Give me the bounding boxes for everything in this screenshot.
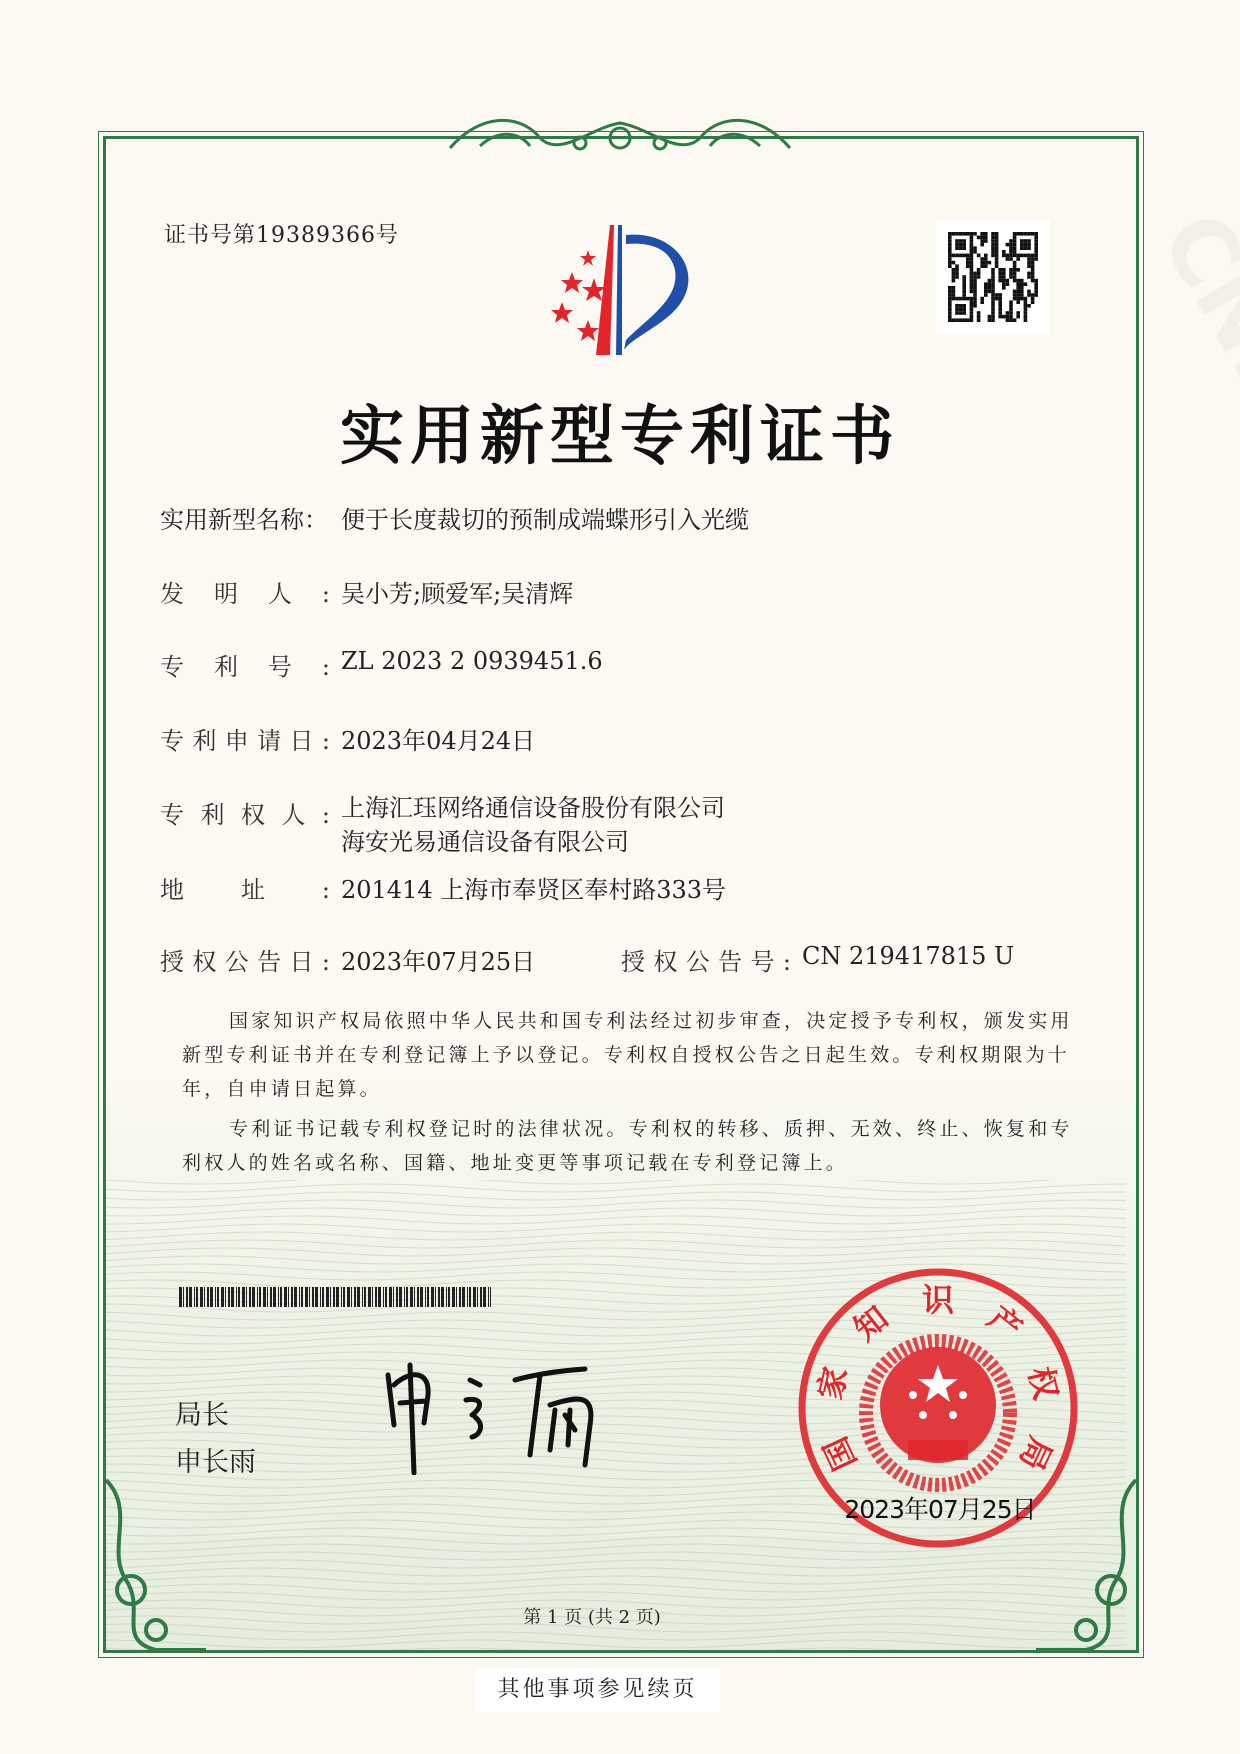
seal-date: 2023年07月25日 bbox=[844, 1495, 1036, 1524]
corner-ornament-left bbox=[96, 1470, 206, 1660]
seal-character: 产 bbox=[980, 1298, 1030, 1349]
field-value: ZL 2023 2 0939451.6 bbox=[341, 647, 603, 675]
page-number: 第 1 页 (共 2 页) bbox=[523, 1607, 661, 1628]
continuation-note: 其他事项参见续页 bbox=[475, 1668, 720, 1712]
field-filing-date bbox=[160, 721, 535, 756]
qr-code bbox=[936, 220, 1050, 334]
field-name bbox=[160, 500, 749, 535]
field-label: 专利号: bbox=[160, 653, 330, 681]
field-address bbox=[160, 870, 726, 905]
field-label: 地址: bbox=[160, 876, 330, 904]
field-inventor bbox=[160, 574, 573, 609]
field-value: 2023年04月24日 bbox=[341, 727, 536, 755]
watermark bbox=[1140, 195, 1240, 509]
seal-character: 国 bbox=[816, 1431, 865, 1477]
field-patent-no bbox=[160, 647, 603, 682]
field-value: 吴小芳;顾爱军;吴清辉 bbox=[341, 580, 574, 608]
field-grant-no bbox=[621, 942, 1014, 977]
field-grant-date bbox=[160, 942, 535, 977]
field-label: 专利申请日: bbox=[160, 727, 330, 755]
field-label: 实用新型名称： bbox=[160, 506, 328, 534]
field-value: CN 219417815 U bbox=[802, 942, 1015, 970]
cnipa-logo bbox=[530, 220, 720, 360]
seal-character: 权 bbox=[1020, 1363, 1066, 1404]
field-label: 发明人: bbox=[160, 580, 330, 608]
seal-character: 知 bbox=[846, 1298, 896, 1349]
seal-character: 家 bbox=[810, 1363, 856, 1404]
seal-character: 局 bbox=[1011, 1431, 1060, 1477]
field-value: 201414 上海市奉贤区奉村路333号 bbox=[341, 876, 727, 904]
field-patentee bbox=[160, 795, 725, 859]
top-ornament bbox=[440, 108, 800, 168]
patentee-1: 上海汇珏网络通信设备股份有限公司 bbox=[341, 794, 725, 822]
barcode bbox=[179, 1287, 491, 1307]
legal-status-statement: 专利证书记载专利权登记时的法律状况。专利权的转移、质押、无效、终止、恢复和专利权人的姓名或名称、国籍、地址变更等事项记载在专利登记簿上。 bbox=[182, 1118, 1073, 1174]
grant-statement: 国家知识产权局依照中华人民共和国专利法经过初步审查，决定授予专利权，颁发实用新型专利证书并在专利登记簿上予以登记。专利权自授权公告之日起生效。专利权期限为十年，自申请日起算。 bbox=[182, 1010, 1073, 1100]
field-value: 便于长度裁切的预制成端蝶形引入光缆 bbox=[341, 506, 749, 534]
page-title: 实用新型专利证书 bbox=[340, 400, 900, 474]
field-value: 2023年07月25日 bbox=[341, 948, 536, 976]
field-label: 专利权人: bbox=[160, 801, 330, 829]
field-label: 授权公告日: bbox=[160, 948, 330, 976]
seal-character: 识 bbox=[921, 1281, 955, 1319]
patentee-2: 海安光易通信设备有限公司 bbox=[341, 828, 629, 856]
corner-ornament-right bbox=[1036, 1470, 1146, 1660]
signatory-name: 申长雨 bbox=[175, 1447, 256, 1478]
field-label: 授权公告号: bbox=[621, 948, 791, 976]
handwritten-signature bbox=[380, 1355, 635, 1475]
signatory-title: 局长 bbox=[175, 1400, 229, 1431]
certificate-number: 证书号第19389366号 bbox=[164, 223, 399, 248]
